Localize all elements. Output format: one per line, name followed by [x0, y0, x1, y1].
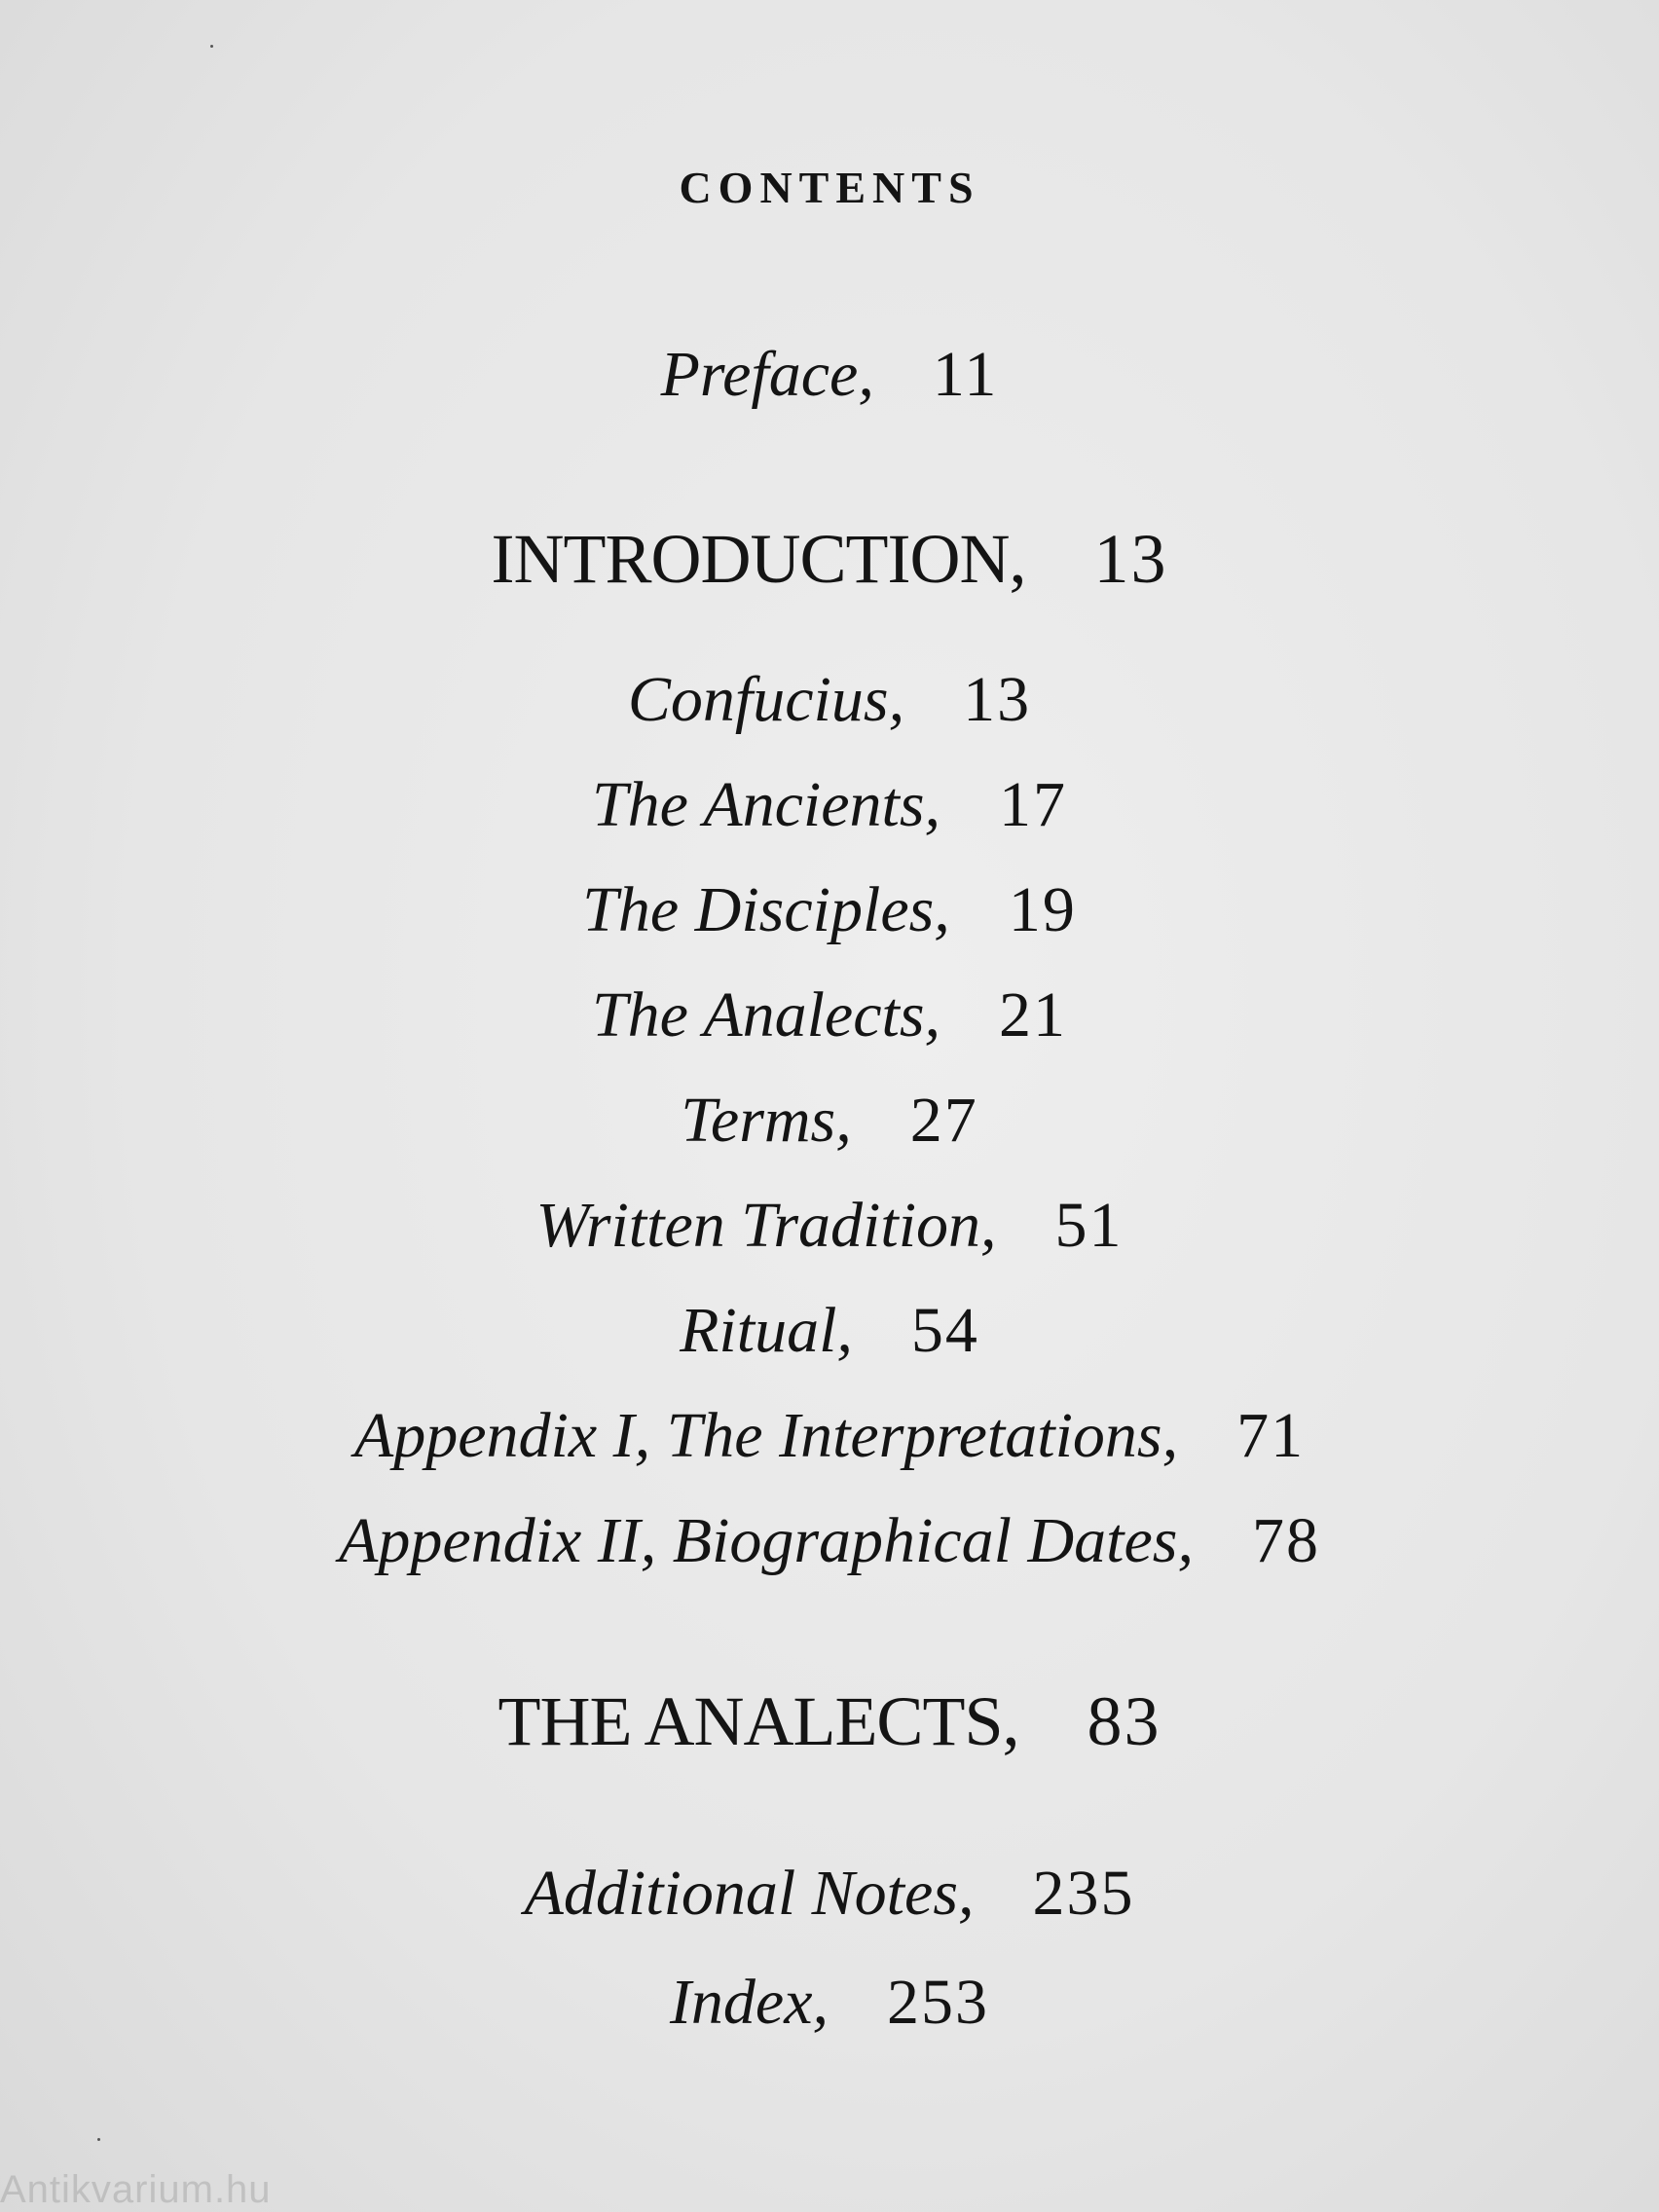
toc-entry-page: 27: [909, 1085, 978, 1156]
toc-section-title: INTRODUCTION,: [491, 520, 1026, 598]
toc-entry-title: Confucius,: [627, 664, 905, 735]
toc-entry[interactable]: [0, 874, 1659, 945]
toc-entry-title: The Analects,: [591, 979, 941, 1051]
toc-entry[interactable]: [0, 1967, 1659, 2038]
toc-section[interactable]: [0, 1682, 1659, 1760]
toc-entry-page: 17: [999, 769, 1068, 840]
toc-entry-title: Terms,: [681, 1085, 852, 1156]
toc-section-page: 13: [1093, 520, 1168, 598]
toc-section[interactable]: [0, 520, 1659, 598]
toc-entry-page: 71: [1236, 1400, 1306, 1471]
toc-entry[interactable]: [0, 979, 1659, 1051]
toc-entry-title: Index,: [669, 1967, 830, 2038]
toc-entry-title: Preface,: [660, 339, 874, 410]
toc-entry-page: 235: [1032, 1858, 1135, 1929]
toc-entry-page: 19: [1008, 874, 1077, 945]
watermark: Antikvarium.hu: [0, 2168, 272, 2211]
toc-entry[interactable]: [0, 769, 1659, 840]
toc-entry-title: Appendix I, The Interpretations,: [353, 1400, 1179, 1471]
toc-entry[interactable]: [0, 1295, 1659, 1366]
toc-entry-page: 13: [963, 664, 1032, 735]
toc-entry[interactable]: [0, 1400, 1659, 1471]
toc-entry[interactable]: [0, 1085, 1659, 1156]
toc-entry[interactable]: [0, 1505, 1659, 1576]
toc-entry-page: 253: [887, 1967, 990, 2038]
toc-entry[interactable]: [0, 664, 1659, 735]
toc-entry-title: The Disciples,: [582, 874, 950, 945]
toc-entry[interactable]: [0, 339, 1659, 410]
toc-entry-title: The Ancients,: [591, 769, 941, 840]
toc-entry-page: 54: [910, 1295, 979, 1366]
toc-entry-title: Written Tradition,: [535, 1190, 997, 1261]
toc-section-page: 83: [1087, 1682, 1161, 1760]
toc-entry-title: Ritual,: [680, 1295, 853, 1366]
toc-entry[interactable]: [0, 1858, 1659, 1929]
toc-entry-page: 78: [1251, 1505, 1320, 1576]
toc-section-title: THE ANALECTS,: [498, 1682, 1019, 1760]
toc-entry[interactable]: [0, 1190, 1659, 1261]
toc-entry-page: 51: [1054, 1190, 1124, 1261]
paper-speck: [97, 2138, 100, 2141]
paper-speck: [210, 45, 213, 48]
contents-heading: CONTENTS: [679, 163, 980, 212]
toc-entry-title: Additional Notes,: [524, 1858, 975, 1929]
toc-entry-page: 21: [999, 979, 1068, 1051]
toc-entry-title: Appendix II, Biographical Dates,: [339, 1505, 1194, 1576]
toc-entry-page: 11: [932, 339, 999, 410]
